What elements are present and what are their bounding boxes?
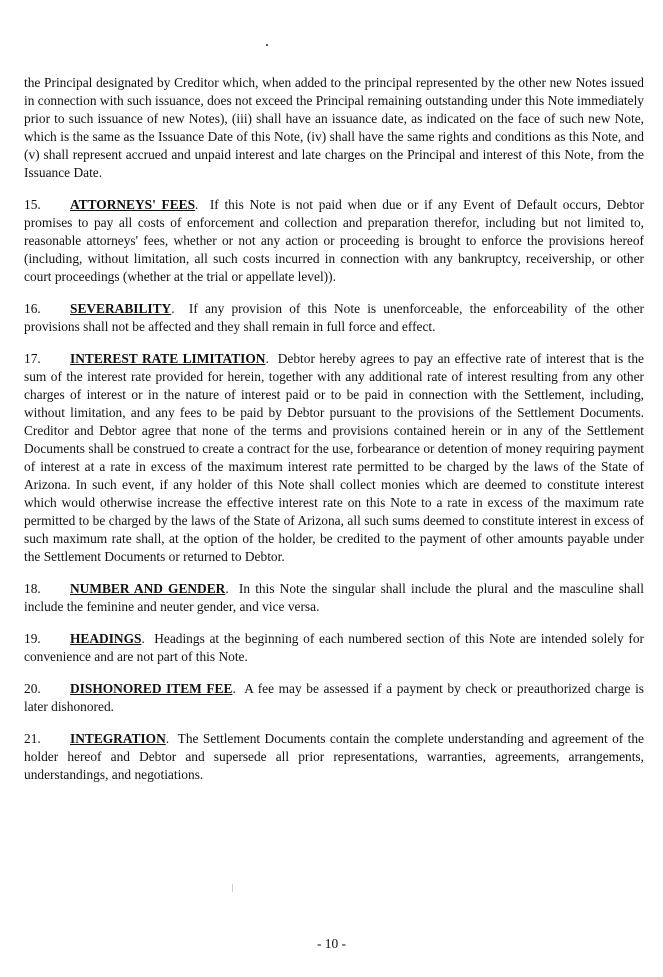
section-heading: SEVERABILITY — [70, 301, 172, 316]
scan-speck — [266, 44, 268, 46]
section-15: 15. ATTORNEYS' FEES. If this Note is not paid when due or if any Event of Default occurs, Debtor promises to pay all costs of enforcement and collection and preparation therefor, including but not limited to, reasonable attorneys' fees, whether or not any action or proceeding is brought to enforce the provisions hereof (including, without limitation, all such costs incurred in connection with any bankruptcy, receivership, or other court proceedings (whether at the trial or appellate level)). — [24, 197, 644, 284]
section-heading: INTEREST RATE LIMITATION — [70, 351, 266, 366]
section-text: If this Note is not paid when due or if any Event of Default occurs, Debtor promises to pay all costs of enforcement and collection and preparation therefor, including but not limited to, reasonable attorneys' fees, whether or not any action or proceeding is brought to enforce the provisions hereof (including, without limitation, all such costs incurred in connection with any bankruptcy, receivership, or other court proceedings (whether at the trial or appellate level)). — [24, 197, 644, 284]
section-heading: NUMBER AND GENDER — [70, 581, 226, 596]
section-18: 18. NUMBER AND GENDER. In this Note the singular shall include the plural and the masculine shall include the feminine and neuter gender, and vice versa. — [24, 581, 644, 614]
section-heading: ATTORNEYS' FEES — [70, 197, 196, 212]
section-19: 19. HEADINGS. Headings at the beginning of each numbered section of this Note are intended solely for convenience and are not part of this Note. — [24, 631, 644, 664]
section-16: 16. SEVERABILITY. If any provision of this Note is unenforceable, the enforceability of the other provisions shall not be affected and they shall remain in full force and effect. — [24, 301, 644, 334]
section-number: 17. — [24, 351, 41, 366]
section-number: 20. — [24, 681, 41, 696]
section-17: 17. INTEREST RATE LIMITATION. Debtor hereby agrees to pay an effective rate of interest that is the sum of the interest rate provided for herein, together with any additional rate of interest resulting from any other charges of interest or in the nature of interest paid or to be paid in connection with the Settlement, including, without limitation, and any fees to be paid by Debtor pursuant to the provisions of the Settlement Documents. Creditor and Debtor agree that none of the terms and provisions contained herein or in any of the Settlement Documents shall be construed to create a contract for the use, forbearance or detention of money requiring payment of interest at a rate in excess of the maximum interest rate permitted to be charged by the laws of the State of Arizona. In such event, if any holder of this Note shall collect monies which are deemed to constitute interest which would otherwise increase the effective interest rate on this Note to a rate in excess of the maximum rate permitted to be charged by the laws of the State of Arizona, all such sums deemed to constitute interest in excess of such maximum rate shall, at the option of the holder, be credited to the payment of other amounts payable under the Settlement Documents or returned to Debtor. — [24, 351, 644, 564]
section-text: A fee may be assessed if a payment by check or preauthorized charge is later dishonored. — [24, 681, 645, 714]
section-heading: INTEGRATION — [70, 731, 166, 746]
section-heading: HEADINGS — [70, 631, 142, 646]
section-text: Debtor hereby agrees to pay an effective rate of interest that is the sum of the interest rate provided for herein, together with any additional rate of interest resulting from any other charges of interest or in the nature of interest paid or to be paid in connection with the Settlement, including, without limitation, and any fees to be paid by Debtor pursuant to the provisions of the Settlement Documents. Creditor and Debtor agree that none of the terms and provisions contained herein or in any of the Settlement Documents shall be construed to create a contract for the use, forbearance or detention of money requiring payment of interest at a rate in excess of the maximum interest rate permitted to be charged by the laws of the State of Arizona. In such event, if any holder of this Note shall collect monies which are deemed to constitute interest which would otherwise increase the effective interest rate on this Note to a rate in excess of the maximum rate permitted to be charged by the laws of the State of Arizona, all such sums deemed to constitute interest in excess of such maximum rate shall, at the option of the holder, be credited to the payment of other amounts payable under the Settlement Documents or returned to Debtor. — [24, 351, 644, 564]
section-20: 20. DISHONORED ITEM FEE. A fee may be assessed if a payment by check or preauthorized charge is later dishonored. — [24, 681, 645, 714]
section-number: 16. — [24, 301, 41, 316]
section-text: In this Note the singular shall include the plural and the masculine shall include the feminine and neuter gender, and vice versa. — [24, 581, 644, 614]
document-body — [24, 74, 644, 798]
page-number: - 10 - — [316, 936, 346, 951]
section-number: 15. — [24, 197, 41, 212]
scan-mark — [232, 884, 233, 892]
intro-paragraph: the Principal designated by Creditor which, when added to the principal represented by the other new Notes issued in connection with such issuance, does not exceed the Principal remaining outstanding under this Note immediately prior to such issuance of new Notes), (iii) shall have an issuance date, as indicated on the face of such new Note, which is the same as the Issuance Date of this Note, (iv) shall have the same rights and conditions as this Note, and (v) shall represent accrued and unpaid interest and late charges on the Principal and interest of this Note, from the Issuance Date. — [24, 75, 644, 180]
section-21: 21. INTEGRATION. The Settlement Documents contain the complete understanding and agreement of the holder hereof and Debtor and supersede all prior representations, warranties, agreements, arrangements, understandings, and negotiations. — [24, 731, 644, 782]
section-number: 19. — [24, 631, 41, 646]
section-text: If any provision of this Note is unenforceable, the enforceability of the other provisions shall not be affected and they shall remain in full force and effect. — [24, 301, 644, 334]
section-number: 21. — [24, 731, 41, 746]
section-heading: DISHONORED ITEM FEE — [70, 681, 233, 696]
section-number: 18. — [24, 581, 41, 596]
section-text: Headings at the beginning of each numbered section of this Note are intended solely for convenience and are not part of this Note. — [24, 631, 644, 664]
section-text: The Settlement Documents contain the complete understanding and agreement of the holder hereof and Debtor and supersede all prior representations, warranties, agreements, arrangements, understandings, and negotiations. — [24, 731, 644, 782]
